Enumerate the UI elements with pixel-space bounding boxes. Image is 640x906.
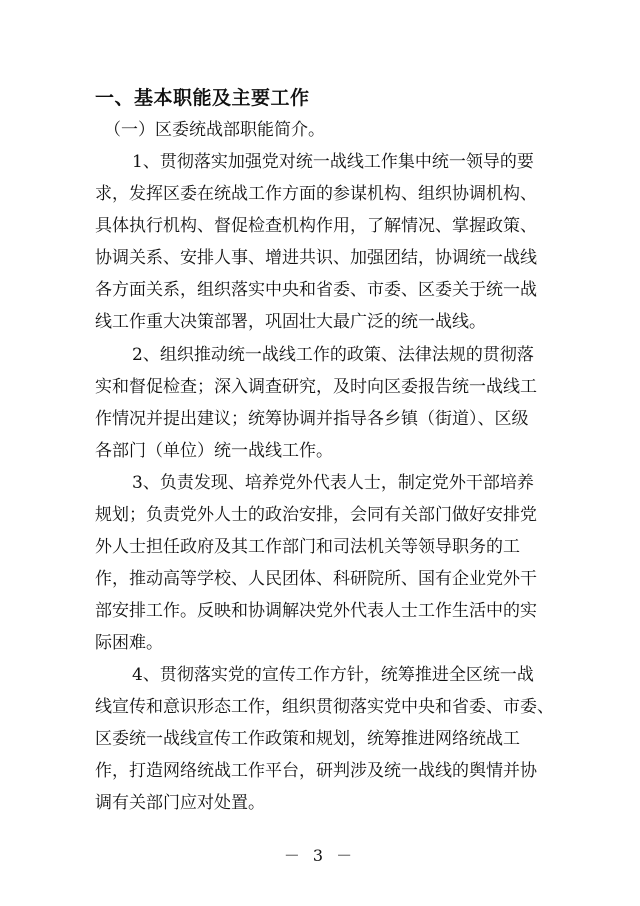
paragraph-1-line-2: 求，发挥区委在统战工作方面的参谋机构、组织协调机构、	[95, 184, 537, 204]
paragraph-2-line-2: 实和督促检查；深入调查研究，及时向区委报告统一战线工	[95, 377, 537, 397]
paragraph-3-line-5: 部安排工作。反映和协调解决党外代表人士工作生活中的实	[95, 601, 537, 621]
paragraph-3-line-1: 3、负责发现、培养党外代表人士，制定党外干部培养	[132, 473, 534, 493]
paragraph-2-line-1: 2、组织推动统一战线工作的政策、法律法规的贯彻落	[132, 345, 534, 365]
paragraph-4-line-4: 作，打造网络统战工作平台，研判涉及统一战线的舆情并协	[95, 761, 537, 781]
paragraph-2-line-4: 各部门（单位）统一战线工作。	[95, 441, 333, 461]
paragraph-3-line-2: 规划；负责党外人士的政治安排，会同有关部门做好安排党	[95, 505, 537, 525]
paragraph-4-line-5: 调有关部门应对处置。	[95, 793, 265, 813]
section-heading: 一、基本职能及主要工作	[95, 87, 310, 109]
paragraph-1-line-1: 1、贯彻落实加强党对统一战线工作集中统一领导的要	[132, 152, 534, 172]
paragraph-3-line-6: 际困难。	[95, 633, 163, 653]
subsection-heading: （一）区委统战部职能简介。	[104, 120, 325, 140]
paragraph-1-line-3: 具体执行机构、督促检查机构作用，了解情况、掌握政策、	[95, 216, 537, 236]
paragraph-1-line-6: 线工作重大决策部署，巩固壮大最广泛的统一战线。	[95, 312, 486, 332]
paragraph-4-line-1: 4、贯彻落实党的宣传工作方针，统筹推进全区统一战	[132, 665, 534, 685]
paragraph-1-line-5: 各方面关系，组织落实中央和省委、市委、区委关于统一战	[95, 280, 537, 300]
paragraph-4-line-2: 线宣传和意识形态工作，组织贯彻落实党中央和省委、市委、	[95, 697, 554, 717]
paragraph-3-line-3: 外人士担任政府及其工作部门和司法机关等领导职务的工	[95, 537, 520, 557]
page-number: － 3 －	[283, 846, 357, 865]
paragraph-2-line-3: 作情况并提出建议；统筹协调并指导各乡镇（街道）、区级	[95, 409, 529, 429]
paragraph-1-line-4: 协调关系、安排人事、增进共识、加强团结，协调统一战线	[95, 248, 537, 268]
paragraph-4-line-3: 区委统一战线宣传工作政策和规划，统筹推进网络统战工	[95, 729, 520, 749]
paragraph-3-line-4: 作，推动高等学校、人民团体、科研院所、国有企业党外干	[95, 569, 537, 589]
